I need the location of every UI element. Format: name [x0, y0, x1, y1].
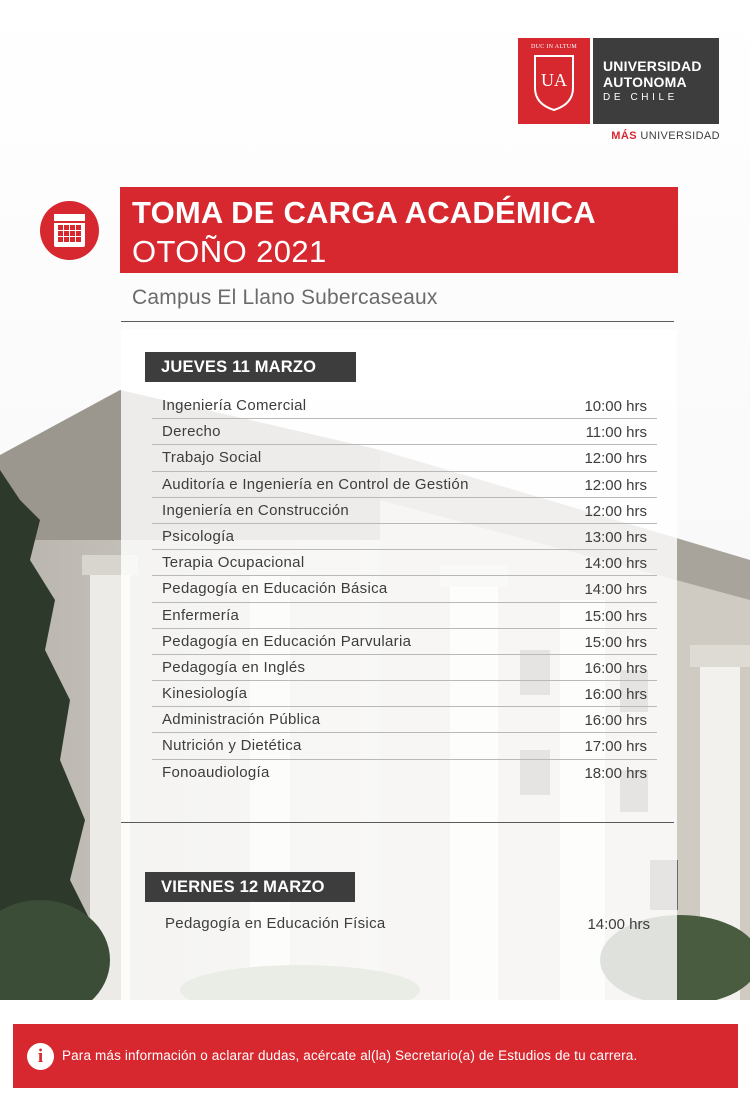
career-name: Pedagogía en Inglés — [162, 658, 306, 676]
list-item — [152, 655, 657, 681]
divider — [121, 822, 674, 823]
day-label-thursday: JUEVES 11 MARZO — [145, 352, 356, 382]
logo-motto: DUC IN ALTUM — [530, 44, 578, 50]
career-time: 12:00 hrs — [584, 450, 647, 468]
logo-emblem — [518, 38, 590, 124]
list-item — [152, 576, 657, 602]
career-time: 14:00 hrs — [584, 581, 647, 599]
title-banner — [120, 187, 678, 273]
logo-tagline — [611, 130, 720, 142]
day-label-friday: VIERNES 12 MARZO — [145, 872, 355, 902]
logo-tagline-bold: MÁS — [611, 130, 637, 142]
list-item — [152, 524, 657, 550]
divider — [121, 321, 674, 322]
career-name: Terapia Ocupacional — [162, 554, 305, 572]
logo-initials: UA — [541, 70, 567, 90]
career-name: Fonoaudiología — [162, 763, 270, 781]
list-item — [152, 707, 657, 733]
career-name: Auditoría e Ingeniería en Control de Gestión — [162, 475, 469, 493]
career-name: Enfermería — [162, 606, 240, 624]
career-time: 14:00 hrs — [584, 555, 647, 573]
career-time: 17:00 hrs — [584, 738, 647, 756]
career-name: Trabajo Social — [162, 449, 262, 467]
list-item — [152, 629, 657, 655]
logo-line-2: AUTONOMA — [603, 74, 687, 90]
university-logo — [518, 38, 720, 146]
list-item — [155, 913, 660, 937]
info-footer — [13, 1024, 738, 1088]
career-name: Pedagogía en Educación Básica — [162, 580, 388, 598]
list-item — [152, 419, 657, 445]
list-item — [152, 393, 657, 419]
list-item — [152, 603, 657, 629]
logo-line-3: DE CHILE — [603, 92, 678, 103]
list-item — [152, 550, 657, 576]
list-item — [152, 498, 657, 524]
list-item — [152, 472, 657, 498]
footer-text: Para más información o aclarar dudas, acércate al(la) Secretario(a) de Estudios de tu carrera. — [62, 1048, 638, 1063]
logo-line-1: UNIVERSIDAD — [603, 58, 702, 74]
career-name: Administración Pública — [162, 711, 321, 729]
career-name: Psicología — [162, 527, 235, 545]
career-time: 15:00 hrs — [584, 607, 647, 625]
career-time: 14:00 hrs — [587, 916, 650, 933]
list-item — [152, 681, 657, 707]
career-name: Pedagogía en Educación Parvularia — [162, 632, 412, 650]
career-time: 12:00 hrs — [584, 476, 647, 494]
career-time: 15:00 hrs — [584, 633, 647, 651]
career-time: 13:00 hrs — [584, 528, 647, 546]
campus-name: Campus El Llano Subercaseaux — [132, 286, 438, 309]
page-title: TOMA DE CARGA ACADÉMICA — [132, 195, 596, 230]
info-icon: i — [27, 1043, 54, 1070]
list-item — [152, 733, 657, 759]
career-name: Nutrición y Dietética — [162, 737, 302, 755]
logo-wordmark — [593, 38, 719, 124]
career-time: 16:00 hrs — [584, 712, 647, 730]
career-name: Ingeniería Comercial — [162, 397, 307, 414]
career-time: 12:00 hrs — [584, 502, 647, 520]
page-subtitle: OTOÑO 2021 — [132, 234, 327, 269]
schedule-list-day1 — [152, 393, 657, 786]
list-item — [152, 760, 657, 786]
career-time: 10:00 hrs — [584, 398, 647, 415]
career-name: Pedagogía en Educación Física — [165, 915, 386, 932]
career-time: 16:00 hrs — [584, 659, 647, 677]
career-time: 16:00 hrs — [584, 686, 647, 704]
career-time: 11:00 hrs — [585, 424, 647, 442]
career-name: Ingeniería en Construcción — [162, 501, 350, 519]
calendar-icon — [40, 201, 99, 260]
list-item — [152, 445, 657, 471]
career-name: Kinesiología — [162, 685, 248, 703]
career-name: Derecho — [162, 423, 221, 441]
career-time: 18:00 hrs — [584, 764, 647, 782]
logo-tagline-rest: UNIVERSIDAD — [636, 130, 720, 142]
